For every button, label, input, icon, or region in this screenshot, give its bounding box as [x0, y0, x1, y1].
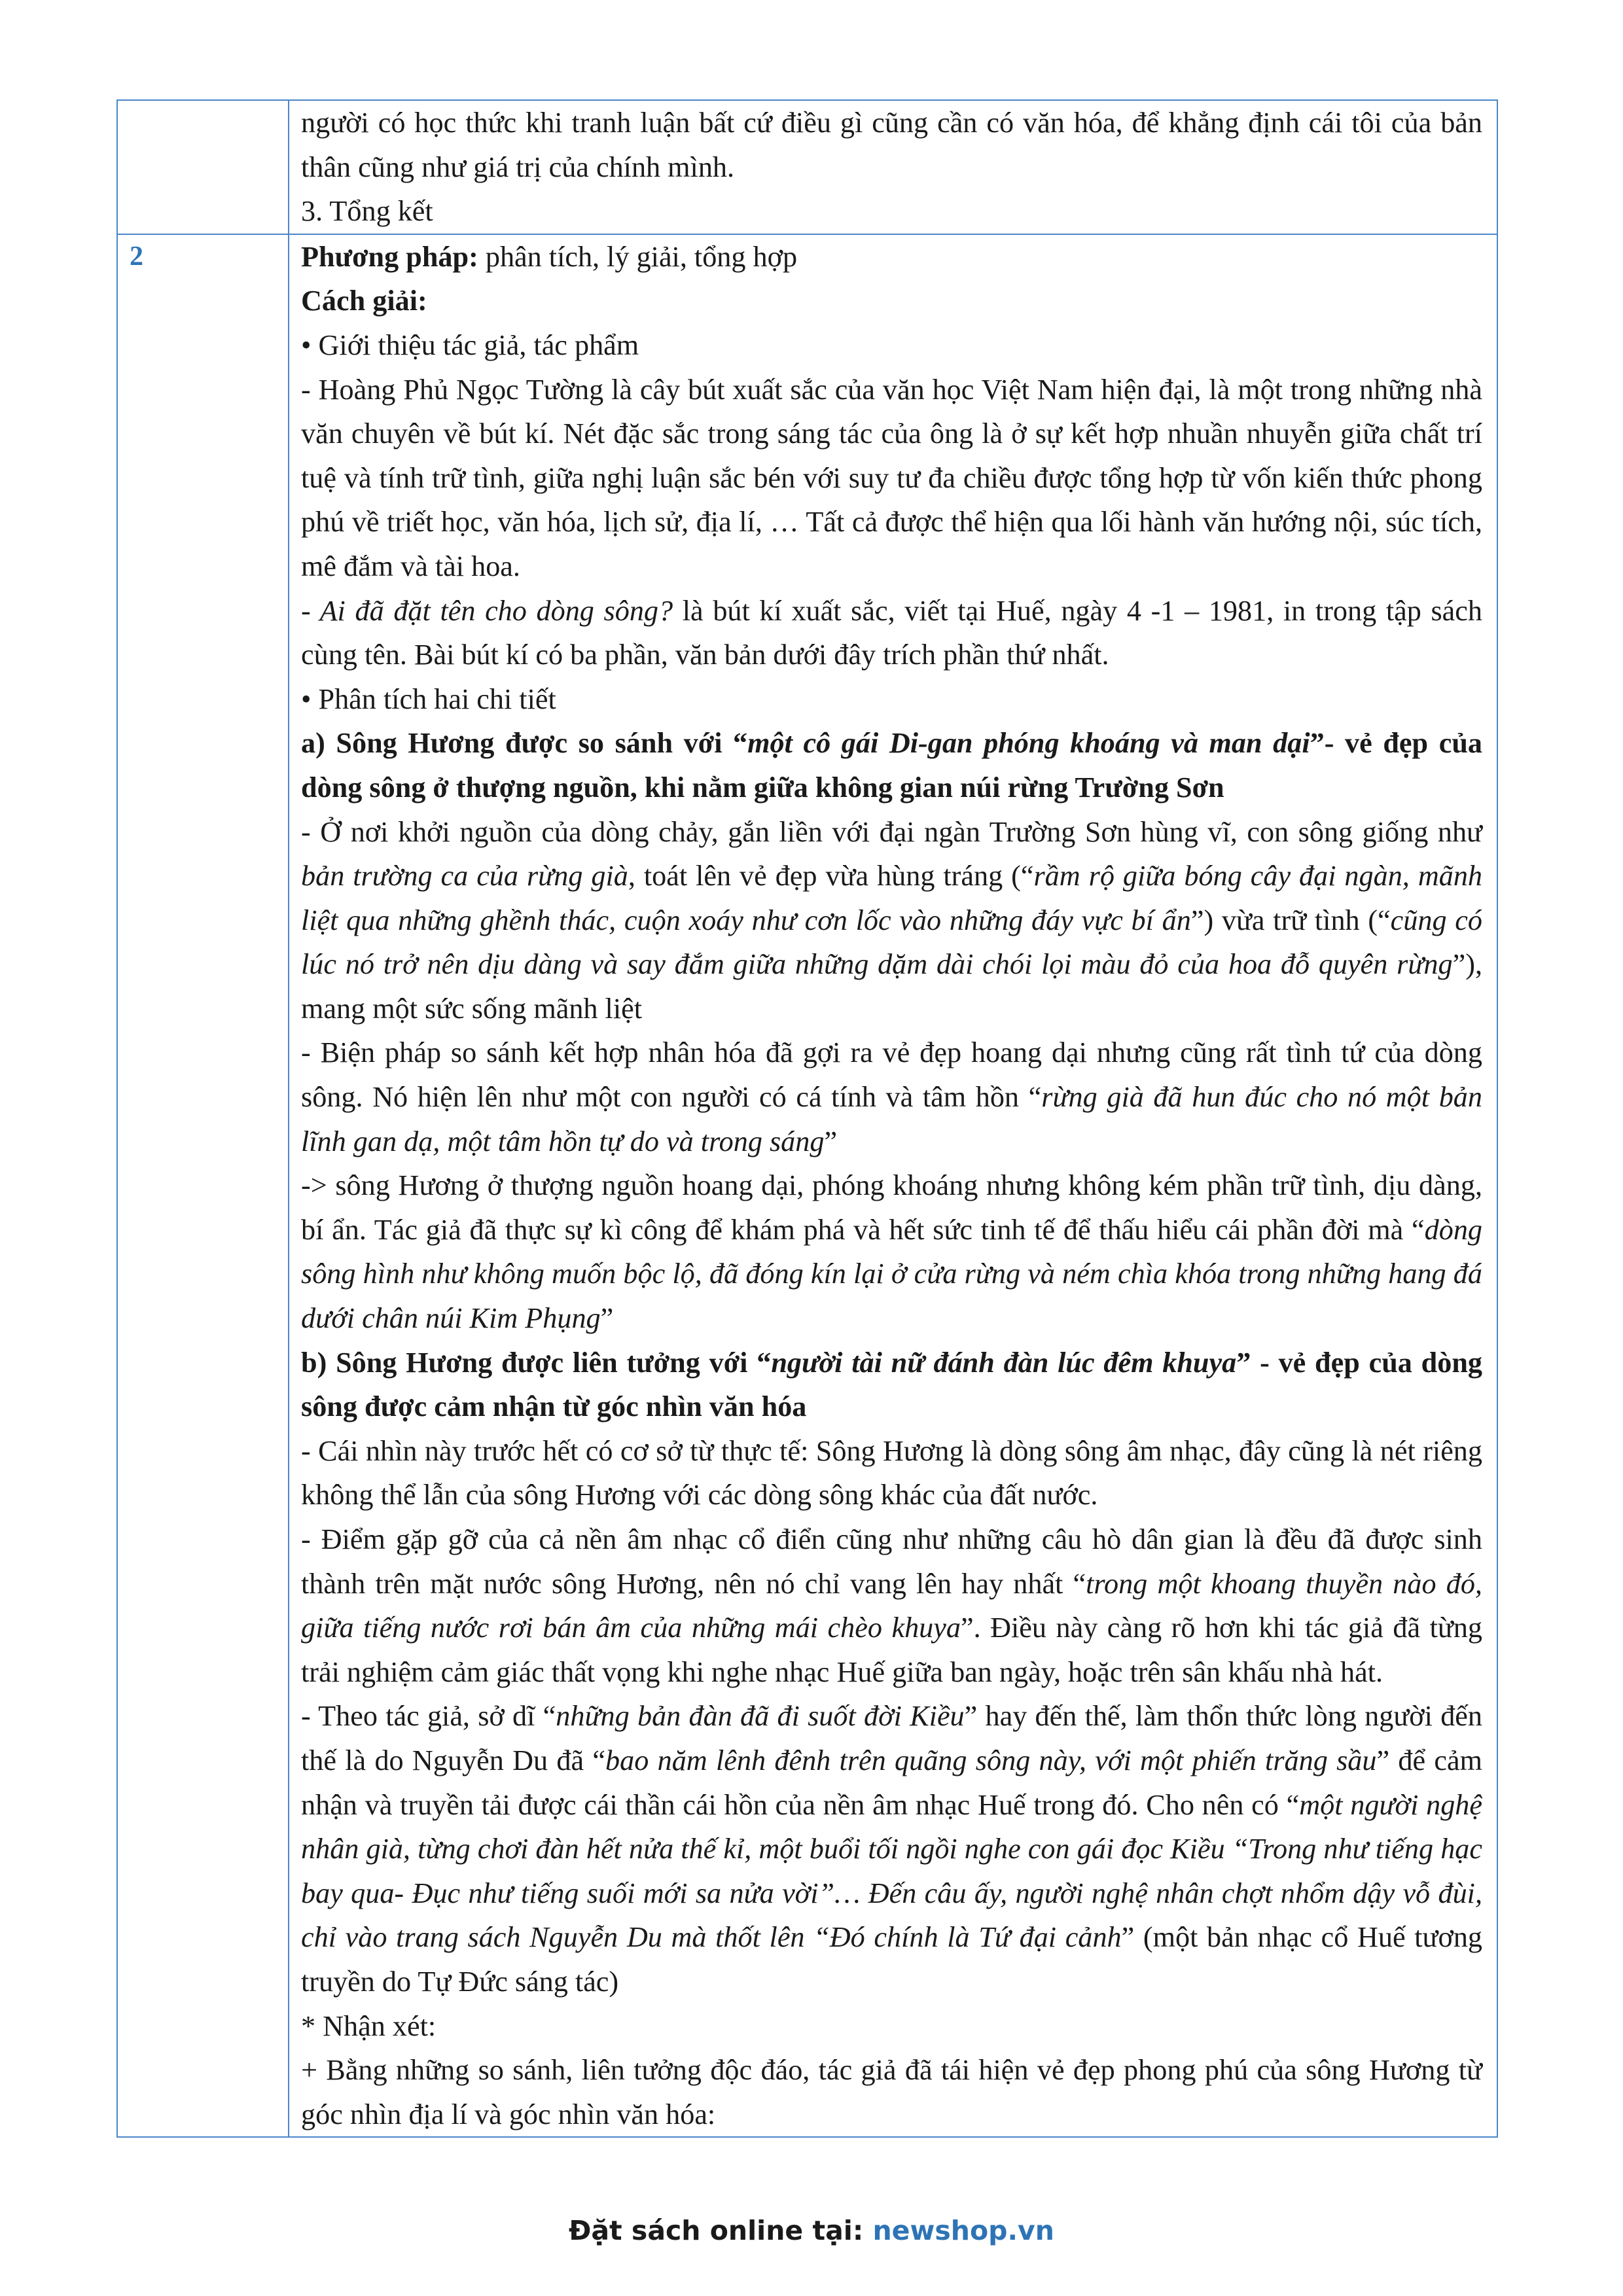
quote: cũng có lúc nó trở nên dịu dàng và say đắm giữa những dặm dài chói lọi màu đỏ của hoa đỗ quyên rừng	[301, 904, 1482, 981]
text-run: ” (một bản nhạc cổ Huế tương truyền do Tự Đức sáng tác)	[301, 1921, 1483, 1998]
section-heading: 3. Tổng kết	[301, 195, 433, 228]
page-footer	[0, 2215, 1623, 2246]
method-label: Phương pháp:	[301, 240, 478, 273]
quote: rầm rộ giữa bóng cây đại ngàn, mãnh liệt qua những ghềnh thác, cuộn xoáy như cơn lốc vào những đáy vực bí ẩn	[301, 860, 1483, 936]
text-run: ”) vừa trữ tình (“	[1190, 904, 1391, 936]
text-run: ”. Điều này càng rõ hơn khi tác giả đã từng trải nghiệm cảm giác thất vọng khi nghe nhạc Huế giữa ban ngày, hoặc trên sân khấu nhà hát.	[301, 1612, 1483, 1688]
quote: những bản đàn đã đi suốt đời Kiều	[556, 1700, 965, 1733]
answer-paragraph: + Bằng những so sánh, liên tưởng độc đáo, tác giả đã tái hiện vẻ đẹp phong phú của sông Hương từ góc nhìn địa lí và góc nhìn văn hóa:	[301, 2054, 1482, 2130]
quote: một người nghệ nhân già, từng chơi đàn hết nửa thế kỉ, một buổi tối ngồi nghe con gái đọc Kiều “Trong như tiếng hạc bay qua- Đục như tiếng suối mới sa nửa vời”… Đến câu ấy, người nghệ nhân chợt nhổm dậy vỗ đùi, chỉ vào trang sách Nguyễn Du mà thốt lên “Đó chính là Tứ đại cảnh	[301, 1788, 1483, 1954]
question-number-cell	[117, 100, 289, 234]
text-run: - Theo tác giả, sở dĩ “	[301, 1700, 556, 1733]
answer-paragraph	[301, 810, 1482, 1031]
answer-cell	[289, 234, 1497, 2138]
answer-paragraph	[301, 589, 1482, 677]
bullet-heading: • Phân tích hai chi tiết	[301, 682, 556, 715]
quote: người tài nữ đánh đàn lúc đêm khuya	[771, 1346, 1237, 1379]
text-run: - Điểm gặp gỡ của cả nền âm nhạc cổ điển cũng như những câu hò dân gian là đều đã được sinh thành trên mặt nước sông Hương, nên nó chỉ vang lên hay nhất “	[301, 1523, 1482, 1600]
quote: bao năm lênh đênh trên quãng sông này, với một phiến trăng sầu	[605, 1744, 1377, 1776]
footer-text: Đặt sách online tại:	[569, 2215, 873, 2246]
text-run: ” để cảm nhận và truyền tải được cái thần cái hồn của nền âm nhạc Huế trong đó. Cho nên có “	[301, 1744, 1482, 1821]
text-run: ” hay đến thế, làm thổn thức lòng người đến thế là do Nguyễn Du đã “	[301, 1700, 1482, 1776]
work-title: - Ai đã đặt tên cho dòng sông?	[301, 594, 673, 627]
question-number-cell: 2	[117, 234, 289, 2138]
text-run: là bút kí xuất sắc, viết tại Huế, ngày 4 -1 – 1981, in trong tập sách cùng tên. Bài bút kí có ba phần, văn bản dưới đây trích phần thứ nhất.	[301, 594, 1482, 671]
quote: bản trường ca của rừng già	[301, 860, 628, 892]
answer-cell	[289, 100, 1497, 234]
answer-table	[116, 99, 1498, 2138]
text-run: ” - vẻ đẹp của dòng sông được cảm nhận từ góc nhìn văn hóa	[301, 1346, 1482, 1423]
answer-paragraph	[301, 1694, 1482, 2004]
answer-paragraph: người có học thức khi tranh luận bất cứ điều gì cũng cần có văn hóa, để khẳng định cái tôi của bản thân cũng như giá trị của chính mình.	[301, 107, 1482, 183]
answer-paragraph: - Hoàng Phủ Ngọc Tường là cây bút xuất sắc của văn học Việt Nam hiện đại, là một trong những nhà văn chuyên về bút kí. Nét đặc sắc trong sáng tác của ông là ở sự kết hợp nhuần nhuyễn giữa chất trí tuệ và tính trữ tình, giữa nghị luận sắc bén với suy tư đa chiều được tổng hợp từ vốn kiến thức phong phú về triết học, văn hóa, lịch sử, địa lí, … Tất cả được thể hiện qua lối hành văn hướng nội, súc tích, mê đắm và tài hoa.	[301, 373, 1482, 582]
table-row	[117, 234, 1497, 2138]
text-run: , toát lên vẻ đẹp vừa hùng tráng (“	[628, 860, 1034, 892]
method-line	[301, 235, 1482, 279]
table-row	[117, 100, 1497, 234]
answer-paragraph	[301, 1031, 1482, 1163]
text-run: - Biện pháp so sánh kết hợp nhân hóa đã gợi ra vẻ đẹp hoang dại nhưng cũng rất tình tứ của dòng sông. Nó hiện lên như một con người có cá tính và tâm hồn “	[301, 1036, 1482, 1114]
answer-sheet	[116, 99, 1498, 2138]
text-run: ”- vẻ đẹp của dòng sông ở thượng nguồn, khi nằm giữa không gian núi rừng Trường Sơn	[301, 727, 1482, 804]
bullet-heading: • Giới thiệu tác giả, tác phẩm	[301, 328, 639, 361]
answer-paragraph	[301, 1163, 1482, 1340]
text-run: ”	[600, 1302, 614, 1335]
answer-paragraph: - Cái nhìn này trước hết có cơ sở từ thực tế: Sông Hương là dòng sông âm nhạc, đây cũng là nét riêng không thể lẫn của sông Hương với các dòng sông khác của đất nước.	[301, 1434, 1482, 1511]
text-run: ”), mang một sức sống mãnh liệt	[301, 948, 1482, 1025]
remark-label: * Nhận xét:	[301, 2009, 437, 2042]
text-run: - Ở nơi khởi nguồn của dòng chảy, gắn liền với đại ngàn Trường Sơn hùng vĩ, con sông giống như	[301, 815, 1482, 848]
solution-label: Cách giải:	[301, 285, 427, 317]
text-run: b) Sông Hương được liên tưởng với “	[301, 1346, 772, 1379]
quote: rừng già đã hun đúc cho nó một bản lĩnh gan dạ, một tâm hồn tự do và trong sáng	[301, 1081, 1482, 1157]
subheading-a	[301, 721, 1482, 809]
method-value: phân tích, lý giải, tổng hợp	[478, 240, 798, 273]
footer-link[interactable]: newshop.vn	[872, 2215, 1054, 2246]
text-run: ”	[824, 1125, 838, 1157]
quote: trong một khoang thuyền nào đó, giữa tiếng nước rơi bán âm của những mái chèo khuya	[301, 1567, 1482, 1644]
text-run: -> sông Hương ở thượng nguồn hoang dại, phóng khoáng nhưng không kém phần trữ tình, dịu dàng, bí ẩn. Tác giả đã thực sự kì công để khám phá và hết sức tinh tế để thấu hiểu cái phần đời mà “	[301, 1169, 1482, 1246]
subheading-b	[301, 1341, 1482, 1429]
text-run: a) Sông Hương được so sánh với “	[301, 727, 748, 760]
quote: một cô gái Di-gan phóng khoáng và man dại	[747, 727, 1310, 760]
answer-paragraph	[301, 1517, 1482, 1694]
quote: dòng sông hình như không muốn bộc lộ, đã đóng kín lại ở cửa rừng và ném chìa khóa trong những hang đá dưới chân núi Kim Phụng	[301, 1213, 1482, 1335]
